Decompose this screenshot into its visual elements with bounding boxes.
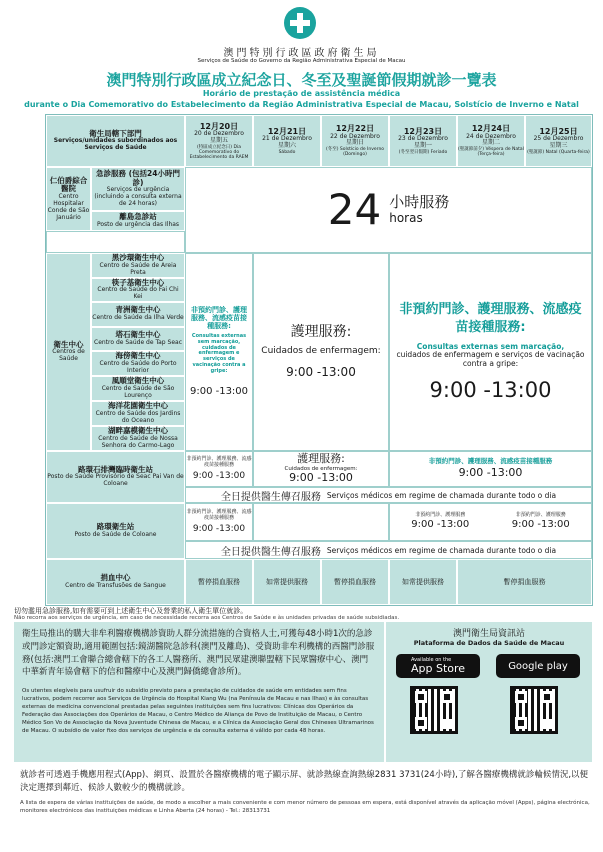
- centers-dec21-22-service-zh: 護理服務:: [290, 323, 352, 340]
- seac-dec21-22-cell: [253, 451, 389, 487]
- day-header: [253, 115, 321, 167]
- health-center-name: [91, 401, 185, 426]
- blood-dec23-status: 如常提供服務: [402, 577, 444, 586]
- coloane-dec20-time: 9:00 -13:00: [192, 523, 246, 534]
- islands-cell: [91, 211, 185, 231]
- centers-dec21-22-service-pt: Cuidados de enfermagem:: [261, 345, 381, 356]
- centers-dec20-cell: [185, 253, 253, 451]
- coloane-dec21-22-cell: [253, 503, 389, 541]
- day-date-zh: 12月21日: [267, 126, 307, 136]
- corner-header-zh: 衛生局轄下部門: [89, 128, 142, 138]
- blood-dec21-cell: [253, 559, 321, 605]
- blood-dec22-cell: [321, 559, 389, 605]
- app-store-small-label: Available on the: [410, 657, 452, 663]
- coloane-zh: 路環衛生站: [96, 522, 135, 532]
- seac-dec21-22-service-pt: Cuidados de enfermagem:: [284, 465, 358, 472]
- subsidy-info-zh: 衛生局推出的購大非牟利醫療機構診資助人群分流措施的合資格人士,可獲每48小時1次的急診或門診定額資助,適用範圍包括:鏡湖醫院急診科(澳門及離島)、受資助非牟利機構的西醫門診服務(包括:澳門工會聯合總會轄下的各工人醫務所、澳門民眾建澳聯盟轄下民眾醫療中心、澳門中華新青年協會轄下的信和醫療中心及澳門歸僑總會診所)。: [22, 629, 375, 678]
- centers-dec23-25-service-pt: Consultas externas sem marcação,: [416, 341, 565, 351]
- health-bureau-logo: [283, 6, 317, 40]
- emergency-cell: [91, 167, 185, 211]
- emergency-name-pt: Serviços de urgência (incluindo a consulta externa de 24 horas): [94, 186, 182, 208]
- app-store-badge[interactable]: [396, 654, 480, 678]
- health-centers-label-pt: Centros de Saúde: [52, 348, 85, 363]
- day-note: (冬至翌日假期) Feriado: [398, 149, 448, 155]
- health-centers-label: [46, 253, 91, 451]
- day-header: [321, 115, 389, 167]
- blood-center-cell: [46, 559, 185, 605]
- centers-dec20-service-pt: Consultas externas sem marcação, cuidados de enfermagem e serviços de vacinação contra a gripe:: [191, 333, 247, 374]
- day-header: [457, 115, 525, 167]
- coloane-dec23-time: 9:00 -13:00: [411, 519, 470, 531]
- centers-dec23-25-time: 9:00 -13:00: [429, 378, 552, 403]
- coloane-oncall-pt: Serviços médicos em regime de chamada durante todo o dia: [326, 545, 557, 555]
- health-center-zh: 海洋花園衛生中心: [108, 401, 168, 411]
- day-date-pt: 25 de Dezembro: [533, 135, 584, 143]
- day-date-zh: 12月22日: [335, 124, 375, 134]
- centers-dec21-22-cell: [253, 253, 389, 451]
- centers-dec23-25-service-zh: 非預約門診、護理服務、流感疫苗接種服務:: [399, 302, 582, 335]
- google-play-label: Google play: [508, 660, 568, 672]
- corner-header-pt: Serviços/unidades subordinados aos Serviços de Saúde: [53, 137, 178, 152]
- day-date-zh: 12月23日: [403, 126, 443, 136]
- coloane-pt: Posto de Saúde de Coloane: [74, 530, 157, 538]
- health-center-pt: Centro de Saúde de Nossa Senhora do Carmo-Lago: [98, 434, 178, 449]
- seac-pai-van-zh: 路環石排灣臨時衛生站: [78, 464, 153, 474]
- coloane-dec23-service: 非預約門診、護理服務: [415, 512, 466, 519]
- day-note: (冬至) Solstício de Inverno (Domingo): [325, 147, 385, 158]
- centers-dec23-25-service-pt2: cuidados de enfermagem e serviços de vacinação contra a gripe:: [396, 350, 585, 368]
- footer-note-zh: 就診者可透過手機應用程式(App)、網頁、設置於各醫療機構的電子顯示屏、就診熱線查詢熱線2831 3731(24小時),了解各醫療機構就診輪候情況,以便決定選擇到鄰近、候診人數較少的機構就診。: [20, 770, 589, 793]
- seac-dec20-cell: [185, 451, 253, 487]
- health-center-zh: 風順堂衛生中心: [111, 376, 165, 386]
- service-24-pt: horas: [389, 210, 423, 225]
- day-weekday: 星期六: [277, 142, 296, 149]
- day-date-pt: 21 de Dezembro: [262, 135, 312, 143]
- coloane-oncall-banner: [185, 541, 592, 559]
- page-title-pt-line2: durante o Dia Comemorativo do Estabelecimento da Região Administrativa Especial de Macau, Solstício de Inverno e Natal: [24, 100, 579, 109]
- day-date-pt: 22 de Dezembro: [330, 132, 380, 140]
- health-center-zh: 塔石衛生中心: [115, 329, 161, 339]
- day-weekday: 星期日: [345, 139, 364, 147]
- seac-dec20-time: 9:00 -13:00: [192, 470, 246, 481]
- day-date-pt: 20 de Dezembro: [194, 129, 244, 137]
- day-weekday: 星期三: [549, 142, 568, 149]
- day-note: (聖誕節前夕) Véspera de Natal (Terça-feira): [458, 147, 524, 158]
- seac-oncall-zh: 全日提供醫生傳召服務: [220, 491, 321, 503]
- day-header: [525, 115, 592, 167]
- day-header: [389, 115, 457, 167]
- health-center-zh: 青洲衛生中心: [115, 305, 161, 315]
- hospital-name-pt: Centro Hospitalar Conde de São Januário: [47, 192, 90, 221]
- blood-dec20-cell: [185, 559, 253, 605]
- blood-center-zh: 捐血中心: [100, 573, 131, 583]
- blood-dec24-25-cell: [457, 559, 592, 605]
- page-title-zh: 澳門特別行政區成立紀念日、冬至及聖誕節假期就診一覽表: [106, 71, 497, 89]
- app-store-label: App Store: [410, 662, 466, 675]
- coloane-dec25-service: 非預約門診、護理服務: [515, 512, 566, 519]
- day-note: (聖誕節) Natal (Quarta-feira): [527, 149, 590, 155]
- centers-dec21-22-time: 9:00 -13:00: [286, 365, 356, 380]
- blood-dec24-25-status: 暫停捐血服務: [503, 577, 546, 586]
- health-center-zh: 筷子基衛生中心: [111, 277, 165, 287]
- health-center-pt: Centro de Saúde de São Lourenço: [101, 384, 175, 399]
- health-center-name: [91, 327, 185, 352]
- seac-dec20-service: 非預約門診、護理服務、流感疫苗接種服務: [186, 456, 252, 468]
- coloane-cell: [46, 503, 185, 559]
- day-date-pt: 23 de Dezembro: [398, 135, 448, 143]
- day-date-zh: 12月24日: [471, 124, 511, 134]
- seac-pai-van-pt: Posto de Saúde Provisório de Seac Pai Van de Coloane: [47, 473, 184, 488]
- hospital-name-zh: 仁伯爵綜合醫院: [49, 175, 88, 194]
- blood-dec21-status: 如常提供服務: [266, 577, 308, 586]
- blood-center-pt: Centro de Transfusões de Sangue: [65, 581, 166, 589]
- app-download-box: [384, 622, 592, 762]
- centers-dec23-25-cell: [389, 253, 592, 451]
- health-center-pt: Centro de Saúde dos Jardins do Oceano: [95, 409, 181, 424]
- qr-code-icon: [410, 686, 458, 734]
- seac-dec23-25-cell: [389, 451, 592, 487]
- day-weekday: 星期一: [413, 142, 432, 149]
- coloane-dec20-cell: [185, 503, 253, 541]
- service-24-number: 24: [327, 184, 382, 234]
- day-weekday: 星期五: [209, 136, 228, 144]
- health-center-zh: 湖畔嘉模衛生中心: [108, 426, 168, 436]
- health-center-pt: Centro de Saúde do Porto Interior: [99, 359, 177, 374]
- app-title-pt: Plataforma de Dados da Saúde de Macau: [413, 639, 565, 647]
- day-note: (特區成立紀念日) Dia Comemorativo do Estabelecimento da RAEM: [189, 144, 249, 161]
- subsidy-info-pt: Os utentes elegíveis para usufruir do subsídio previsto para a prestação de cuidados de saúde em entidades sem fins lucrativos, podem recorrer aos Serviços de Urgência do Hospital Kiang Wu (na Península de Macau e nas Ilhas) e às consultas externas de medicina convencional prestadas pelas seguintes instituições sem fins lucrativos: Clínicas dos Operários da Federação das Associações dos Operários de Macau, o Centro Médico de Aliança de Povo de Instituição de Macau, o Centro Médico Son Vo de Associação da Nova Juventude Chinesa de Macau, e a Clínica da Associação Geral dos Chineses Ultramarinos de Macau. O subsídio de valor fixo dos serviços de urgência e da consulta externa é válido por cada 48 horas.: [22, 688, 374, 734]
- emergency-note-zh: 切勿濫用急診服務,如有需要可到上述衛生中心及營業的私人衛生單位就診。: [14, 607, 248, 615]
- health-center-name: [91, 426, 185, 451]
- health-centers-label-zh: 衛生中心: [53, 339, 84, 349]
- seac-dec23-25-service: 非預約門診、護理服務、流感疫苗接種服務: [428, 456, 553, 465]
- health-center-name: [91, 302, 185, 327]
- emergency-note-pt: Não recorra aos serviços de urgência, em caso de necessidade recorra aos Centros de Saúde e às unidades privadas de saúde subsidiadas.: [14, 615, 400, 621]
- day-weekday: 星期二: [481, 139, 500, 147]
- google-play-badge[interactable]: [496, 654, 580, 678]
- health-center-pt: Centro de Saúde do Fai Chi Kei: [97, 286, 179, 301]
- health-center-zh: 海傍衛生中心: [115, 351, 161, 361]
- day-date-pt: 24 de Dezembro: [466, 132, 516, 140]
- app-title-zh: 澳門衛生局資訊站: [452, 629, 525, 639]
- health-center-name: [91, 376, 185, 401]
- blood-dec20-status: 暫停捐血服務: [198, 577, 240, 586]
- islands-name-pt: Posto de urgência das Ilhas: [96, 220, 180, 228]
- health-center-name: [91, 351, 185, 376]
- spacer-cell: [46, 231, 185, 253]
- centers-dec20-service-zh: 非預約門診、護理服務、流感疫苗接種服務:: [191, 306, 247, 331]
- seac-oncall-pt: Serviços médicos em regime de chamada durante todo o dia: [326, 490, 557, 500]
- coloane-dec20-service: 非預約門診、護理服務、流感疫苗接種服務: [186, 509, 252, 521]
- footer-note-pt: A lista de espera de várias instituições de saúde, de modo a escolher a mais conveniente e com menor número de pessoas em espera, está disponível através da aplicação móvel (Apps), página electrónica, monitores electrónicos das instituições médicas e Linha Aberta (24 horas) - Tel.: 28313731: [20, 800, 590, 815]
- day-note: Sábado: [278, 149, 296, 155]
- gov-title-pt: Serviços de Saúde do Governo da Região Administrativa Especial de Macau: [197, 58, 406, 64]
- islands-name-zh: 離島急診站: [119, 212, 157, 222]
- service-24-zh: 小時服務: [389, 193, 450, 212]
- subsidy-info-box: [14, 622, 384, 762]
- health-center-pt: Centro de Saúde da Ilha Verde: [92, 314, 184, 322]
- day-date-zh: 12月20日: [199, 121, 239, 131]
- blood-dec23-cell: [389, 559, 457, 605]
- health-center-pt: Centro de Saúde de Areia Preta: [99, 261, 177, 276]
- page-title-pt-line1: Horário de prestação de assistência médica: [202, 89, 401, 98]
- blood-dec22-status: 暫停捐血服務: [334, 577, 376, 586]
- corner-header: [46, 115, 185, 167]
- health-center-name: [91, 278, 185, 303]
- service-24h-cell: [185, 167, 592, 253]
- day-date-zh: 12月25日: [539, 126, 578, 136]
- health-center-pt: Centro de Saúde de Tap Seac: [94, 338, 182, 346]
- hospital-cell: [46, 167, 91, 231]
- gov-title-zh: 澳門特別行政區政府衛生局: [223, 48, 380, 59]
- schedule-table: [45, 114, 593, 606]
- centers-dec20-time: 9:00 -13:00: [189, 386, 249, 398]
- qr-code-icon: [510, 686, 558, 734]
- coloane-dec23-25-cell: [389, 503, 592, 541]
- seac-dec21-22-service-zh: 護理服務:: [297, 452, 345, 466]
- health-center-zh: 黑沙環衛生中心: [111, 253, 165, 263]
- seac-oncall-banner: [185, 487, 592, 503]
- coloane-dec25-time: 9:00 -13:00: [511, 519, 570, 531]
- coloane-oncall-zh: 全日提供醫生傳召服務: [220, 546, 321, 558]
- emergency-name-zh: 急診服務 (包括24小時門診): [96, 169, 180, 187]
- health-center-name: [91, 253, 185, 278]
- seac-dec23-25-time: 9:00 -13:00: [458, 466, 523, 480]
- day-header: [185, 115, 253, 167]
- seac-pai-van-cell: [46, 451, 185, 503]
- seac-dec21-22-time: 9:00 -13:00: [289, 471, 353, 485]
